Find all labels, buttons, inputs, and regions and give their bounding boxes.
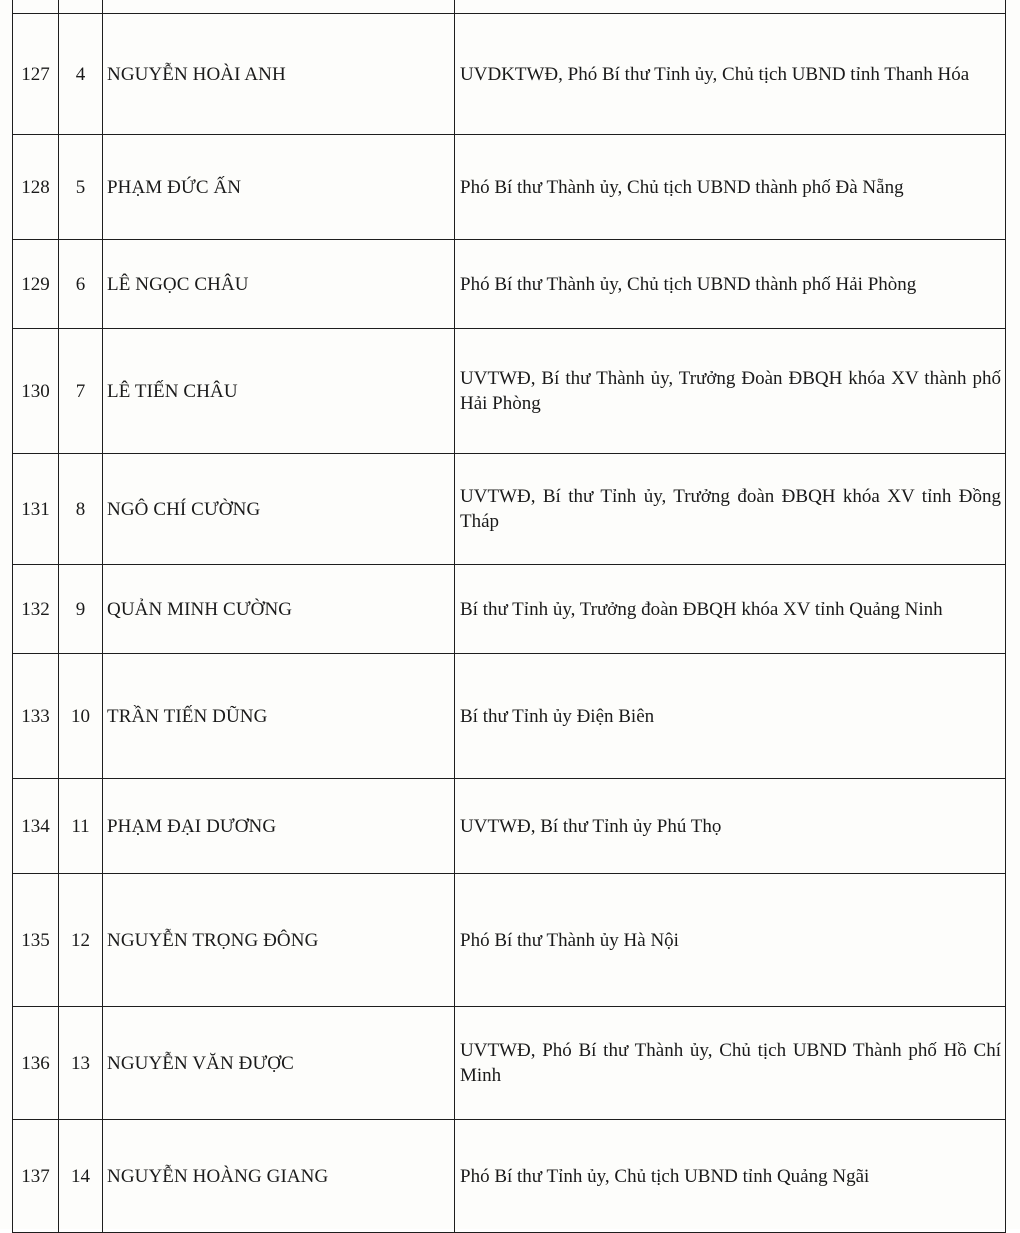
full-name-cell: NGUYỄN VĂN ĐƯỢC — [103, 1007, 455, 1120]
table-row — [13, 654, 1006, 779]
position-cell: UVTWĐ, Bí thư Thành ủy, Trưởng Đoàn ĐBQH khóa XV thành phố Hải Phòng — [455, 329, 1006, 454]
group-index-cell: 10 — [59, 654, 103, 779]
table-row — [13, 874, 1006, 1007]
full-name-cell: TRẦN TIẾN DŨNG — [103, 654, 455, 779]
group-index-cell: 5 — [59, 135, 103, 240]
group-index-cell: 6 — [59, 240, 103, 329]
table-row — [13, 329, 1006, 454]
full-name-cell: NGUYỄN TRỌNG ĐÔNG — [103, 874, 455, 1007]
group-index-cell: 8 — [59, 454, 103, 565]
full-name-cell: PHẠM ĐỨC ẤN — [103, 135, 455, 240]
position-cell: Bí thư Tỉnh ủy Điện Biên — [455, 654, 1006, 779]
table-row — [13, 454, 1006, 565]
position-cell: UVDKTWĐ, Phó Bí thư Tỉnh ủy, Chủ tịch UBND tỉnh Thanh Hóa — [455, 14, 1006, 135]
full-name-cell: NGÔ CHÍ CƯỜNG — [103, 454, 455, 565]
table-row — [13, 1007, 1006, 1120]
group-index-cell: 9 — [59, 565, 103, 654]
row-index-cell: 130 — [13, 329, 59, 454]
row-index-cell: 127 — [13, 14, 59, 135]
row-index-cell: 137 — [13, 1120, 59, 1233]
position-cell: Phó Bí thư Thành ủy, Chủ tịch UBND thành phố Đà Nẵng — [455, 135, 1006, 240]
position-cell: UVTWĐ, Bí thư Tỉnh ủy Phú Thọ — [455, 779, 1006, 874]
full-name-cell: QUẢN MINH CƯỜNG — [103, 565, 455, 654]
table-row — [13, 135, 1006, 240]
row-index-cell: 131 — [13, 454, 59, 565]
full-name-cell: LÊ TIẾN CHÂU — [103, 329, 455, 454]
full-name-cell: NGUYỄN HOÀNG GIANG — [103, 1120, 455, 1233]
row-index-cell: 132 — [13, 565, 59, 654]
full-name-cell: LÊ NGỌC CHÂU — [103, 240, 455, 329]
position-cell: UVTWĐ, Phó Bí thư Thành ủy, Chủ tịch UBND Thành phố Hồ Chí Minh — [455, 1007, 1006, 1120]
row-index-cell: 136 — [13, 1007, 59, 1120]
position-cell: Phó Bí thư Thành ủy Hà Nội — [455, 874, 1006, 1007]
row-index-cell: 134 — [13, 779, 59, 874]
row-index-cell: 133 — [13, 654, 59, 779]
position-cell: Bí thư Tỉnh ủy, Trưởng đoàn ĐBQH khóa XV tỉnh Quảng Ninh — [455, 565, 1006, 654]
position-cell: Phó Bí thư Tỉnh ủy, Chủ tịch UBND tỉnh Quảng Ngãi — [455, 1120, 1006, 1233]
group-index-cell: 14 — [59, 1120, 103, 1233]
row-index-cell: 129 — [13, 240, 59, 329]
table-row — [13, 565, 1006, 654]
row-index-cell: 128 — [13, 135, 59, 240]
group-index-cell: 7 — [59, 329, 103, 454]
personnel-table — [12, 0, 1006, 1233]
table-row — [13, 14, 1006, 135]
table-row — [13, 1120, 1006, 1233]
full-name-cell: PHẠM ĐẠI DƯƠNG — [103, 779, 455, 874]
group-index-cell: 12 — [59, 874, 103, 1007]
position-cell: UVTWĐ, Bí thư Tỉnh ủy, Trưởng đoàn ĐBQH khóa XV tỉnh Đồng Tháp — [455, 454, 1006, 565]
group-index-cell: 11 — [59, 779, 103, 874]
table-row-continuation — [13, 0, 1006, 14]
group-index-cell: 13 — [59, 1007, 103, 1120]
position-cell: Phó Bí thư Thành ủy, Chủ tịch UBND thành phố Hải Phòng — [455, 240, 1006, 329]
full-name-cell: NGUYỄN HOÀI ANH — [103, 14, 455, 135]
group-index-cell: 4 — [59, 14, 103, 135]
table-row — [13, 240, 1006, 329]
table-row — [13, 779, 1006, 874]
row-index-cell: 135 — [13, 874, 59, 1007]
